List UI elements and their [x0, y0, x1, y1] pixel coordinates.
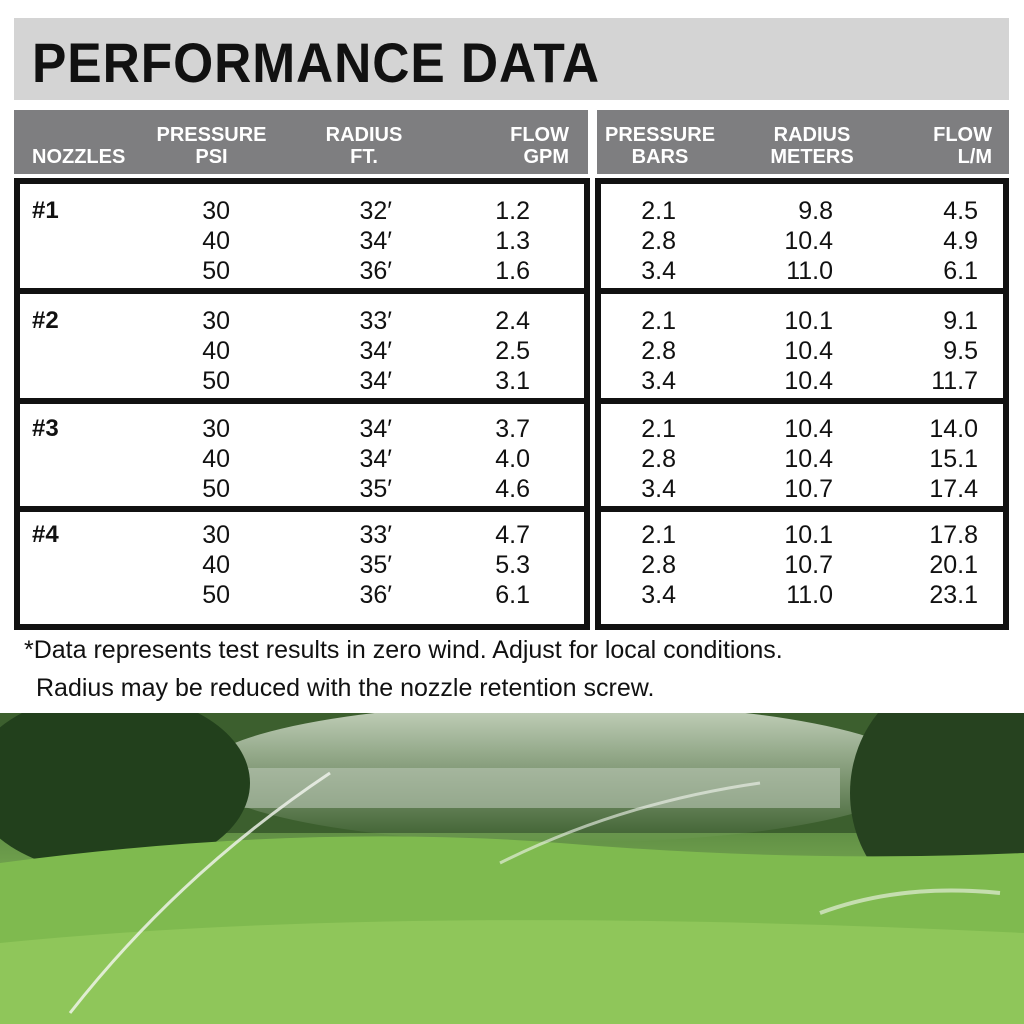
header-radius-meters: RADIUS METERS — [770, 124, 854, 168]
gpm-values: 4.7 5.3 6.1 — [495, 521, 530, 609]
nozzle-label: #4 — [32, 521, 59, 548]
meters-values: 10.1 10.7 11.0 — [784, 521, 833, 609]
nozzle-group-4-imperial — [20, 512, 584, 624]
footnote-line-1: *Data represents test results in zero wind. Adjust for local conditions. — [24, 636, 783, 664]
psi-values: 30 40 50 — [202, 521, 230, 609]
lm-values: 9.1 9.5 11.7 — [931, 307, 978, 395]
gpm-values: 1.2 1.3 1.6 — [495, 197, 530, 285]
psi-values: 30 40 50 — [202, 415, 230, 503]
header-nozzles: NOZZLES — [32, 146, 126, 168]
lm-values: 14.0 15.1 17.4 — [929, 415, 978, 503]
nozzle-label: #3 — [32, 415, 59, 442]
nozzle-group-2-metric — [601, 294, 1003, 404]
meters-values: 9.8 10.4 11.0 — [784, 197, 833, 285]
nozzle-group-4-metric — [601, 512, 1003, 624]
header-pressure-psi: PRESSURE PSI — [156, 124, 267, 168]
table-header-imperial — [14, 110, 588, 174]
meters-values: 10.1 10.4 10.4 — [784, 307, 833, 395]
nozzle-group-1-imperial — [20, 184, 584, 294]
psi-values: 30 40 50 — [202, 197, 230, 285]
nozzle-group-3-metric — [601, 404, 1003, 512]
meters-values: 10.4 10.4 10.7 — [784, 415, 833, 503]
header-flow-gpm: FLOW GPM — [510, 124, 569, 168]
nozzle-group-1-metric — [601, 184, 1003, 294]
bars-values: 2.1 2.8 3.4 — [641, 307, 676, 395]
nozzle-group-2-imperial — [20, 294, 584, 404]
lm-values: 17.8 20.1 23.1 — [929, 521, 978, 609]
lawn-sprinkler-illustration — [0, 713, 1024, 1024]
gpm-values: 3.7 4.0 4.6 — [495, 415, 530, 503]
lawn-sprinkler-photo — [0, 713, 1024, 1024]
nozzle-group-3-imperial — [20, 404, 584, 512]
lm-values: 4.5 4.9 6.1 — [943, 197, 978, 285]
footnote-line-2: Radius may be reduced with the nozzle retention screw. — [36, 674, 655, 702]
psi-values: 30 40 50 — [202, 307, 230, 395]
gpm-values: 2.4 2.5 3.1 — [495, 307, 530, 395]
page-title: PERFORMANCE DATA — [32, 31, 601, 94]
header-radius-ft: RADIUS FT. — [325, 124, 403, 168]
ft-values: 33′ 35′ 36′ — [359, 521, 392, 609]
bars-values: 2.1 2.8 3.4 — [641, 197, 676, 285]
header-pressure-bars: PRESSURE BARS — [605, 124, 716, 168]
bars-values: 2.1 2.8 3.4 — [641, 415, 676, 503]
ft-values: 33′ 34′ 34′ — [359, 307, 392, 395]
nozzle-label: #2 — [32, 307, 59, 334]
header-flow-lm: FLOW L/M — [933, 124, 992, 168]
ft-values: 32′ 34′ 36′ — [359, 197, 392, 285]
title-bar — [14, 18, 1009, 100]
table-header-metric — [597, 110, 1009, 174]
bars-values: 2.1 2.8 3.4 — [641, 521, 676, 609]
ft-values: 34′ 34′ 35′ — [359, 415, 392, 503]
nozzle-label: #1 — [32, 197, 59, 224]
